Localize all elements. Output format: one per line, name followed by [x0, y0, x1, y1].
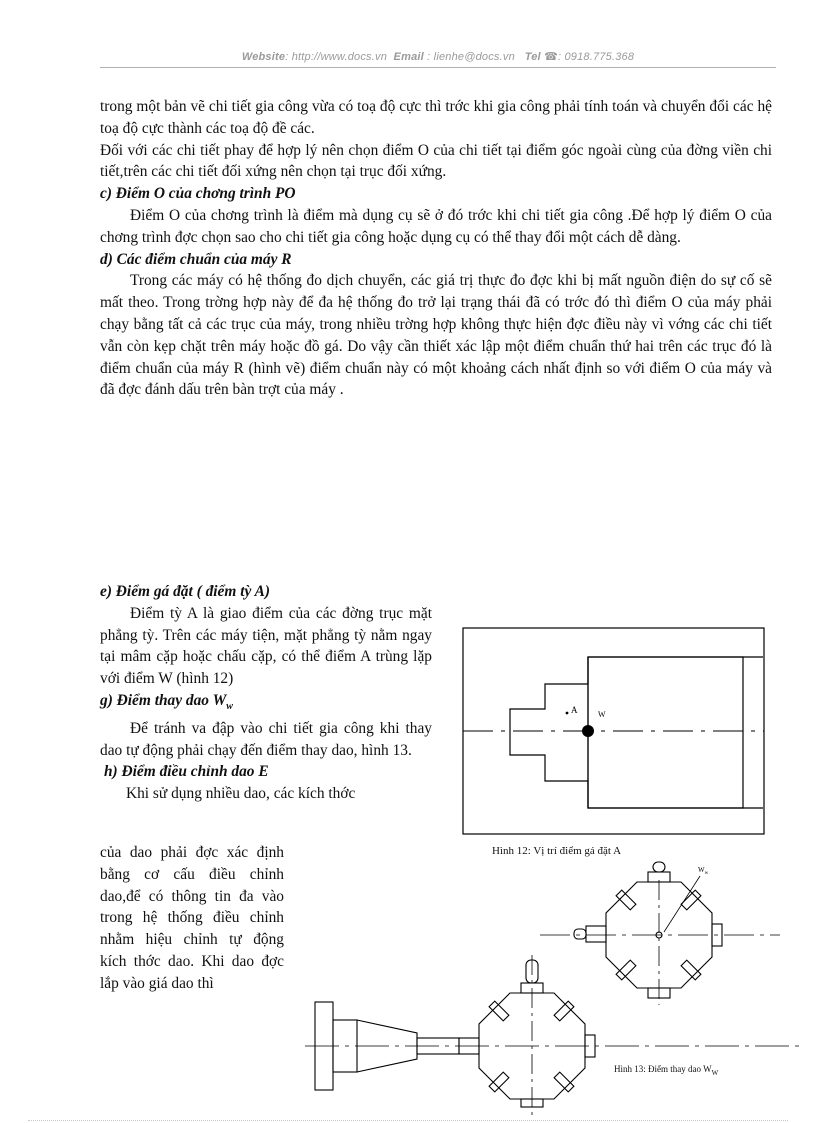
- fig12-label-a: A: [571, 705, 578, 715]
- fig13-upper-tool-bl: [616, 960, 636, 980]
- tel-label: Tel: [524, 51, 541, 63]
- fig13-lower-tool-br: [554, 1072, 574, 1092]
- fig12-point-w: [582, 725, 594, 737]
- fig13-upper-turret: [606, 882, 712, 988]
- fig13-upper-tool-tl: [616, 890, 636, 910]
- fig12-frame: [463, 628, 764, 834]
- figure-13-caption-text: Hình 13: Điểm thay dao W: [614, 1064, 712, 1074]
- fig12-chuck: [588, 657, 743, 808]
- heading-g: [100, 690, 432, 718]
- fig12-point-a: [566, 712, 569, 715]
- heading-c: c) Điểm O của chơng trình PO: [100, 185, 296, 203]
- fig13-lower-tool-left: [459, 1038, 479, 1054]
- page-header: [100, 50, 776, 63]
- heading-e: e) Điểm gá đặt ( điểm tỳ A): [100, 583, 270, 600]
- fig13-lower-tool-bl: [489, 1072, 509, 1092]
- paragraph-h-cont: của dao phải đợc xác định bằng cơ cấu điều chỉnh dao,để có thông tin đa vào trong hệ thống điều chỉnh nhằm hiệu chỉnh tự động kích thớc dao. Khi dao đợc lắp vào giá dao thì: [100, 844, 284, 992]
- heading-d: d) Các điểm chuẩn của máy R: [100, 250, 292, 268]
- heading-g-text: g) Điểm thay dao W: [100, 691, 227, 709]
- paragraph-3: Điểm O của chơng trình là điểm mà dụng cụ sẽ ở đó trớc khi chi tiết gia công .Để hợp lý điểm O của chơng trình đợc chọn sao cho chi tiết gia công hoặc dụng cụ có thể thay đổi một cách dễ dàng.: [100, 206, 772, 246]
- left-column: [100, 581, 432, 805]
- paragraph-g: Để tránh va đập vào chi tiết gia công khi thay dao tự động phải chạy đến điểm thay dao, hình 13.: [100, 719, 432, 759]
- fig13-lower-tool-bottom: [521, 1099, 543, 1107]
- header-divider: [100, 67, 776, 68]
- paragraph-e: Điểm tỳ A là giao điểm của các đờng trục mặt phẳng tỳ. Trên các máy tiện, mặt phẳng tỳ nằm ngay tại mâm cặp hoặc chấu cặp, có thể điểm A trùng lặp với điểm W (hình 12): [100, 604, 432, 688]
- heading-h: h) Điểm điều chỉnh dao E: [104, 763, 269, 781]
- paragraph-1: trong một bản vẽ chi tiết gia công vừa có toạ độ cực thì trớc khi gia công phải tính toán và chuyển đổi các hệ toạ độ cực thành các toạ độ đề các.: [100, 98, 772, 137]
- fig13-lower-tool-top: [521, 983, 543, 993]
- figure-13-caption-sub: W: [711, 1068, 719, 1077]
- fig13-spindle-shank: [417, 1038, 459, 1054]
- fig12-workpiece-outline: [510, 657, 763, 808]
- fig13-lower-tool-right: [585, 1035, 595, 1057]
- fig13-label-ww: $W_w$: [698, 866, 709, 876]
- fig13-upper-tool-stem: [653, 862, 665, 872]
- fig13-lower-tool-tr: [554, 1001, 574, 1021]
- main-text: [100, 96, 772, 401]
- fig13-spindle-base: [315, 1002, 333, 1090]
- phone-icon: ☎: [544, 51, 558, 63]
- figure-12-caption: Hình 12: Vị trí điểm gá đặt A: [492, 845, 622, 857]
- figure-13-caption: [614, 1064, 718, 1077]
- paragraph-h-line1: Khi sử dụng nhiều dao, các kích thớc: [126, 785, 356, 803]
- tel-value: : 0918.775.368: [557, 51, 635, 63]
- fig13-lower-tool-stem: [526, 960, 538, 983]
- fig12-label-w: W: [598, 710, 606, 719]
- footer-divider: [28, 1120, 788, 1121]
- website-value[interactable]: : http://www.docs.vn: [285, 51, 388, 63]
- fig13-upper-tool-tr: [681, 890, 701, 910]
- paragraph-4: Trong các máy có hệ thống đo dịch chuyển, các giá trị thực đo đợc khi bị mất nguồn điện do sự cố sẽ mất theo. Trong trờng hợp này để đa hệ thống đo trở lại trạng thái đã có trớc đó thì điểm O của máy phải chạy bằng tất cả các trục của máy, trong nhiều trờng hợp không thực hiện đợc điều này vì vớng các chi tiết vẫn còn kẹp chặt trên máy hoặc đồ gá. Do vậy cần thiết xác lập một điểm chuẩn thứ hai trên các trục đó là điểm chuẩn của máy R (hình vẽ) điểm chuẩn này có một khoảng cách nhất định so với điểm O của máy và đã đợc đánh dấu trên bàn trợt của máy .: [100, 272, 772, 399]
- fig13-upper-tool-right: [712, 924, 722, 946]
- website-label: Website: [241, 51, 286, 63]
- fig13-upper-tool-br: [681, 960, 701, 980]
- fig13-ww-leader: [664, 876, 700, 932]
- fig13-upper-tool-left: [586, 926, 606, 942]
- paragraph-2: Đối với các chi tiết phay để hợp lý nên chọn điểm O của chi tiết tại điểm góc ngoài cùng của đờng viền chi tiết,trên các chi tiết đối xứng nên chọn tại trục đối xứng.: [100, 141, 772, 181]
- narrow-column: [100, 842, 284, 995]
- fig13-upper-tool-left-tip: [574, 929, 586, 939]
- fig13-spindle-taper: [357, 1020, 417, 1072]
- email-label: Email: [393, 51, 424, 63]
- fig13-spindle-body: [333, 1020, 357, 1072]
- heading-g-subscript: w: [226, 701, 233, 713]
- fig13-upper-tool-top: [648, 872, 670, 882]
- fig13-lower-turret: [479, 993, 585, 1099]
- fig13-upper-center: [656, 932, 662, 938]
- fig13-upper-tool-bottom: [648, 988, 670, 998]
- fig13-lower-tool-tl: [489, 1001, 509, 1021]
- email-value[interactable]: : lienhe@docs.vn: [423, 51, 515, 63]
